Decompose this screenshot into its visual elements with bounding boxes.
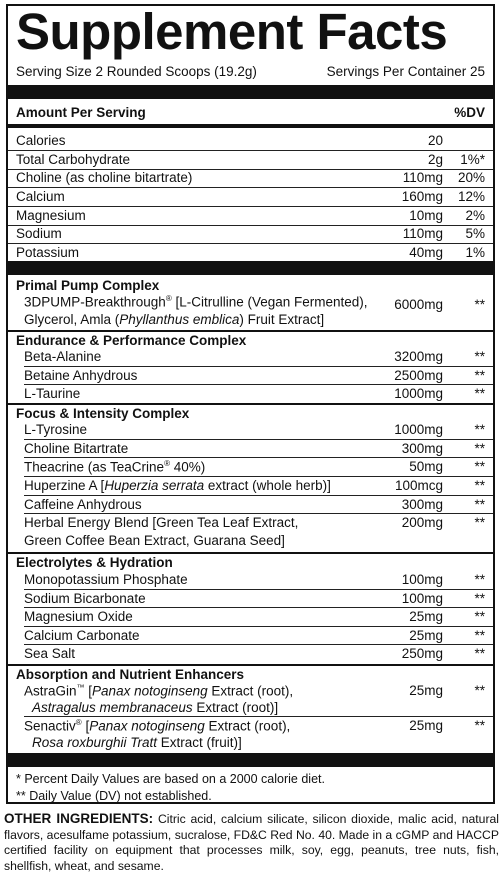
ingredient-amount: 25mg: [409, 683, 443, 698]
nutrient-dv: 1%*: [460, 152, 485, 167]
ingredient-amount: 3200mg: [394, 349, 443, 364]
thick-divider: [8, 753, 493, 767]
row-divider: [24, 457, 493, 458]
ingredient-name-line1: [24, 683, 293, 699]
ingredient-name-line1: [24, 718, 290, 734]
ingredient-dv: **: [474, 386, 485, 401]
ingredient-name: Calcium Carbonate: [24, 628, 140, 643]
other-ingredients: [4, 811, 499, 874]
trademark-symbol: ®: [75, 718, 82, 727]
not-established-footnote: ** Daily Value (DV) not established.: [16, 789, 212, 803]
ingredient-amount: 25mg: [409, 609, 443, 624]
row-divider: [24, 439, 493, 440]
nutrient-amount: 110mg: [402, 170, 443, 185]
ingredient-dv: **: [474, 497, 485, 512]
row-divider: [24, 626, 493, 627]
amount-per-serving-header: Amount Per Serving: [16, 105, 146, 120]
row-divider: [8, 187, 493, 188]
nutrient-dv: 5%: [465, 226, 485, 241]
pump-dv: **: [474, 297, 485, 312]
ingredient-amount: 25mg: [409, 628, 443, 643]
nutrient-dv: 2%: [465, 208, 485, 223]
dv-header: %DV: [454, 105, 485, 120]
ingredient-dv: **: [474, 591, 485, 606]
row-divider: [24, 513, 493, 514]
nutrient-amount: 2g: [427, 152, 443, 167]
ingredient-dv: **: [474, 368, 485, 383]
section-title-focus: Focus & Intensity Complex: [16, 406, 190, 421]
row-divider: [24, 366, 493, 367]
ingredient-name: Sea Salt: [24, 646, 76, 661]
nutrient-name: Calories: [16, 133, 66, 148]
nutrient-amount: 20: [427, 133, 443, 148]
section-title-electrolytes: Electrolytes & Hydration: [16, 555, 173, 570]
ingredient-amount: 1000mg: [394, 422, 443, 437]
ingredient-dv: **: [474, 718, 485, 733]
ingredient-name: L-Taurine: [24, 386, 81, 401]
ingredient-name: Monopotassium Phosphate: [24, 572, 188, 587]
thick-divider: [8, 85, 493, 99]
medium-divider: [8, 124, 493, 128]
nutrient-amount: 40mg: [409, 245, 443, 260]
ingredient-dv: **: [474, 478, 485, 493]
ingredient-name: Sodium Bicarbonate: [24, 591, 146, 606]
ingredient-name-part: [: [81, 718, 90, 734]
ingredient-dv: **: [474, 683, 485, 698]
nutrient-name: Choline (as choline bitartrate): [16, 170, 193, 185]
ingredient-dv: **: [474, 628, 485, 643]
row-divider: [24, 384, 493, 385]
row-divider: [8, 206, 493, 207]
section-title-primal-pump: Primal Pump Complex: [16, 278, 160, 293]
ingredient-name: Betaine Anhydrous: [24, 368, 138, 383]
nutrient-name: Sodium: [16, 226, 62, 241]
row-divider: [8, 243, 493, 244]
ingredient-name-part: [: [84, 683, 93, 699]
ingredient-name-line2: [32, 700, 278, 715]
ingredient-latin-name: Huperzia serrata: [104, 478, 205, 493]
ingredient-name-part: Extract (root),: [204, 718, 291, 734]
nutrient-name: Total Carbohydrate: [16, 152, 131, 167]
ingredient-name-part: Extract (root)]: [192, 700, 279, 715]
nutrient-amount: 10mg: [409, 208, 443, 223]
ingredient-amount: 100mcg: [394, 478, 443, 493]
ingredient-name: [24, 478, 331, 493]
row-divider: [8, 150, 493, 151]
section-divider: [8, 552, 493, 554]
ingredient-name-part: Senactiv: [24, 718, 76, 734]
row-divider: [24, 644, 493, 645]
supplement-facts-panel: [6, 4, 495, 804]
ingredient-name-part: Theacrine (as TeaCrine: [24, 459, 165, 475]
ingredient-name: [24, 459, 205, 475]
ingredient-name-part: Huperzine A [: [24, 478, 105, 493]
nutrient-dv: 1%: [465, 245, 485, 260]
ingredient-amount: 250mg: [401, 646, 443, 661]
ingredient-latin-name: Astragalus membranaceus: [32, 700, 193, 715]
ingredient-latin-name: Panax notoginseng: [92, 683, 208, 699]
ingredient-name-part: 40%): [169, 459, 206, 475]
ingredient-dv: **: [474, 459, 485, 474]
pump-ingredient-line2: Glycerol, Amla (Phyllanthus emblica) Fruit Extract]: [24, 312, 325, 327]
nutrient-dv: 12%: [457, 189, 485, 204]
ingredient-amount: 2500mg: [394, 368, 443, 383]
ingredient-latin-name: Panax notoginseng: [89, 718, 205, 734]
serving-size: Serving Size 2 Rounded Scoops (19.2g): [16, 64, 257, 79]
nutrient-name: Calcium: [16, 189, 65, 204]
section-divider: [8, 664, 493, 666]
ingredient-name-part: AstraGin: [24, 683, 77, 699]
ingredient-amount: 300mg: [401, 497, 443, 512]
nutrient-name: Magnesium: [16, 208, 86, 223]
ingredient-name-line2: [32, 735, 242, 750]
ingredient-amount: 25mg: [409, 718, 443, 733]
row-divider: [24, 607, 493, 608]
thick-divider: [8, 261, 493, 275]
ingredient-name: Beta-Alanine: [24, 349, 102, 364]
other-ingredients-text: Citric acid, calcium silicate, silicon dioxide, malic acid, natural flavors, acesulfame potassium, sucralose, FD&C Red No. 40. Made in a cGMP and HACCP certified facility on equipment that processes milk, soy, egg, peanuts, tree nuts, fish, shellfish, wheat, and sesame.: [4, 812, 499, 873]
ingredient-name: Choline Bitartrate: [24, 441, 129, 456]
ingredient-dv: **: [474, 441, 485, 456]
nutrient-amount: 110mg: [402, 226, 443, 241]
section-divider: [8, 330, 493, 332]
pump-ingredient-line1: 3DPUMP-Breakthrough® [L-Citrulline (Vegan Fermented),: [24, 294, 368, 310]
nutrient-name: Potassium: [16, 245, 80, 260]
ingredient-dv: **: [474, 515, 485, 530]
nutrient-amount: 160mg: [401, 189, 443, 204]
ingredient-latin-name: Rosa roxburghii Tratt: [32, 735, 158, 750]
section-title-absorption: Absorption and Nutrient Enhancers: [16, 667, 245, 682]
panel-title: Supplement Facts: [16, 3, 448, 60]
ingredient-amount: 100mg: [401, 572, 443, 587]
ingredient-name-line1: Herbal Energy Blend [Green Tea Leaf Extract,: [24, 515, 299, 530]
row-divider: [24, 495, 493, 496]
ingredient-name-part: extract (whole herb)]: [204, 478, 331, 493]
section-title-endurance: Endurance & Performance Complex: [16, 333, 247, 348]
pump-amount: 6000mg: [394, 297, 443, 312]
ingredient-name-part: Extract (fruit)]: [157, 735, 242, 750]
trademark-symbol: ®: [164, 459, 170, 468]
section-divider: [8, 403, 493, 405]
ingredient-dv: **: [474, 609, 485, 624]
trademark-symbol: ™: [76, 683, 85, 692]
ingredient-amount: 300mg: [401, 441, 443, 456]
ingredient-dv: **: [474, 422, 485, 437]
ingredient-name-line2: Green Coffee Bean Extract, Guarana Seed]: [24, 533, 285, 548]
dv-footnote: * Percent Daily Values are based on a 2000 calorie diet.: [16, 772, 325, 786]
ingredient-amount: 1000mg: [394, 386, 443, 401]
ingredient-name: Magnesium Oxide: [24, 609, 133, 624]
servings-per-container: Servings Per Container 25: [326, 64, 485, 79]
ingredient-dv: **: [474, 349, 485, 364]
ingredient-dv: **: [474, 572, 485, 587]
row-divider: [24, 716, 493, 717]
other-ingredients-label: OTHER INGREDIENTS:: [4, 811, 154, 826]
ingredient-amount: 100mg: [401, 591, 443, 606]
ingredient-dv: **: [474, 646, 485, 661]
row-divider: [24, 589, 493, 590]
ingredient-amount: 200mg: [401, 515, 443, 530]
ingredient-name: Caffeine Anhydrous: [24, 497, 142, 512]
ingredient-name: L-Tyrosine: [24, 422, 88, 437]
ingredient-amount: 50mg: [409, 459, 443, 474]
nutrient-dv: 20%: [457, 170, 485, 185]
row-divider: [24, 476, 493, 477]
ingredient-name-part: Extract (root),: [207, 683, 294, 699]
